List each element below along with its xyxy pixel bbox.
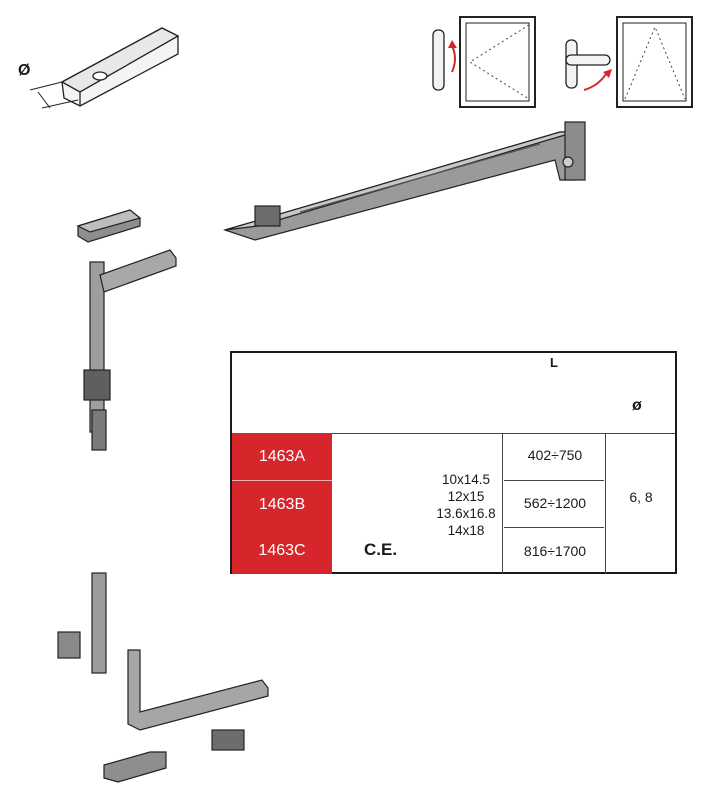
length-label: L: [550, 355, 558, 370]
profile-rail-drawing: [30, 28, 178, 108]
table-header: [232, 353, 675, 434]
profile-size: 13.6x16.8: [436, 506, 496, 521]
range-1463c: 816÷1700: [523, 543, 587, 559]
table-divider: [504, 527, 604, 528]
profile-size: 12x15: [447, 489, 485, 504]
profile-size: 14x18: [447, 523, 485, 538]
table-divider: [504, 480, 604, 481]
profile-sizes: [426, 471, 506, 539]
code-1463c: 1463C: [232, 527, 332, 574]
code-1463b: 1463B: [232, 480, 332, 529]
window-tilt-turn-icons: [433, 17, 692, 107]
profile-label: C.E.: [364, 540, 398, 559]
code-1463a: 1463A: [232, 433, 332, 480]
diameter-values: 6, 8: [629, 489, 653, 505]
bottom-hardware-drawing: [58, 573, 268, 782]
stay-arm-drawing: [225, 122, 585, 240]
range-1463a: 402÷750: [527, 447, 583, 463]
diameter-header: ø: [632, 397, 642, 414]
diameter-symbol: Ø: [18, 62, 31, 79]
range-1463b: 562÷1200: [523, 495, 587, 511]
profile-size: 10x14.5: [441, 472, 491, 487]
spec-table: [230, 351, 677, 574]
corner-pieces-drawing: [78, 210, 176, 450]
